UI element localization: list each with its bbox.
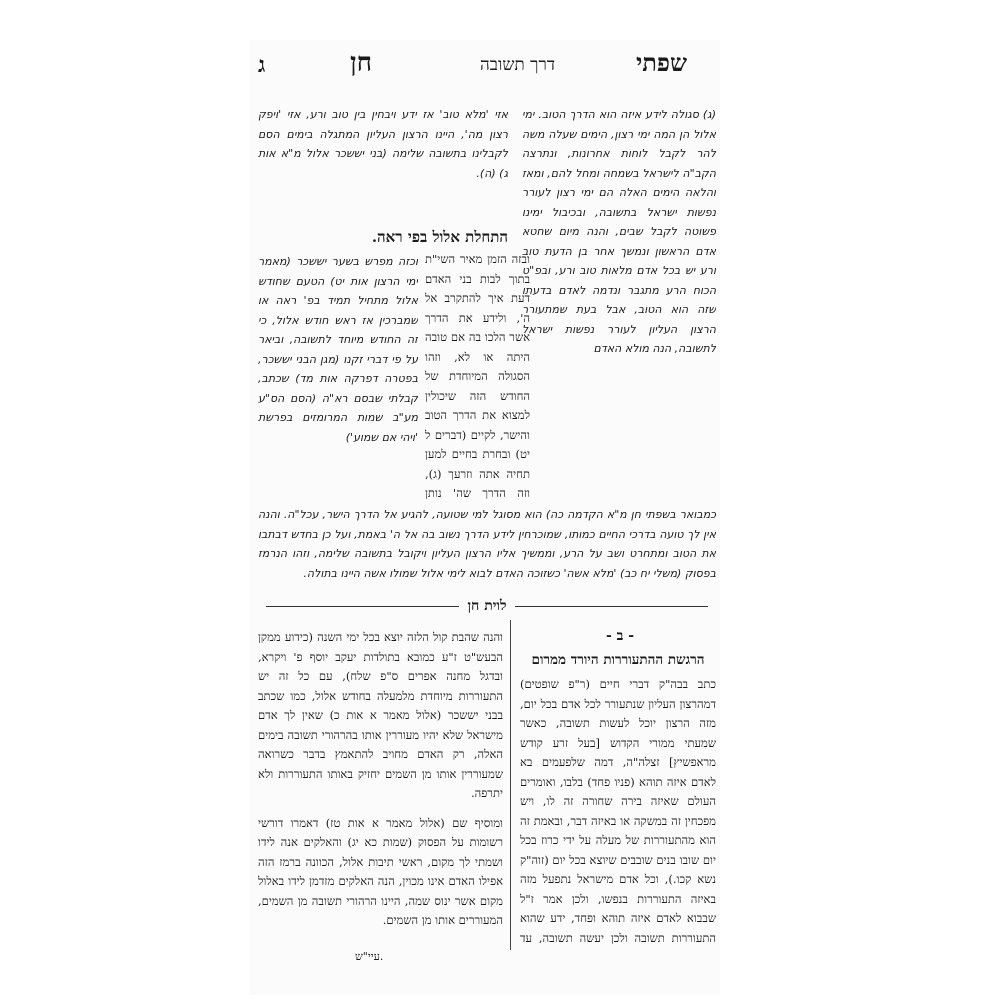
page-number: ג — [258, 52, 266, 78]
section-divider — [258, 596, 716, 616]
end-mark: עיי"ש. — [355, 950, 384, 963]
running-title: דרך תשובה — [480, 55, 556, 75]
top-left-side-text: וכזה מפרש בשער יששכר (מאמר ימי הרצון אות יט) הטעם שחודש אלול מתחיל תמיד בפ' ראה או שמברכין אז ראש חודש אלול, כי זה החודש מיוחד לתשובה, וביאר על פי דברי זקנו (מגן הבני יששכר, בפטרה דפרקה אות מד) שכתב, קבלתי שבסם רא"ה (הסם הס"ע מע"ב שמות המרומזים בפרשת 'ויהי אם שמוע') — [258, 255, 418, 444]
bottom-right-text: כתב בבה"ק דברי חיים (ר"פ שופטים) דמהרצון העליון שנתעורר לכל אדם בכל יום, מזה הרצון יוכל לעשות תשובה, כאשר שמעתי ממורי הקדוש [בעל זרע קודש מראפשיץ] זצלה"ה, דמה שלפעמים בא לאדם איזה תוהא (פניו פחד) בלבו, ואומרים העולם שאיזה בירה שחורה זה לו, ויש מפכחין זה במשקה או באיזה דבר, ובאמת זה הוא מהתעוררות של מעלה על ידי כרוז בכל יום שובו בנים שובבים שיוצא בכל יום (זוה"ק נשא קכו.), וכל אדם מישראל נתפעל מזה באיזה התעוררות בנפשו, ולכן אמר ז"ל שבבוא לאדם איזה תוהא ופחד, ידע שהוא התעוררות תשובה ולכן יעשה תשובה, עד — [520, 677, 716, 945]
top-right-text: (ג) סגולה לידע איזה הוא הדרך הטוב. ימי אלול הן המה ימי רצון, הימים שעלה משה להר לקבל לוחות אחרונות, ונתרצה הקב"ה לישראל בשמחה ומחל להם, ומאז והלאה הימים האלה הם ימי רצון לעורר נפשות ישראל בתשובה, ובכיבול ימינו פשוטה לקבל שבים, והנה מיום שחטא אדם הראשון ונמשך אחר בן הדעת טוב ורע יש בכל אדם מלאות טוב ורע, ובפ"ט הכוח הרע מתגבר ונדמה לאדם בדעתו שזה הוא הטוב, אבל בעת שמתעורר הרצון העליון לעורר נפשות ישראל לתשובה, הנה מולא האדם — [522, 108, 716, 355]
section-heading: התחלת אלול בפי ראה. — [371, 228, 508, 246]
top-middle-column — [425, 250, 530, 500]
top-left-upper-text: אזי 'מלא טוב' אז ידע ויבחין בין טוב ורע, אזי 'ויפק רצון מה', היינו הרצון העליון המתגלה בימים הסם לקבלינו בתשובה שלימה (בני יששכר אלול מ"א אות ג) (ה). — [258, 108, 508, 180]
top-right-column — [522, 105, 716, 475]
bottom-left-column — [258, 628, 503, 948]
bottom-right-column — [520, 675, 716, 945]
book-name: חן — [350, 48, 373, 78]
top-middle-text: ובזה הזמן מאיר השי"ת בתוך לבות בני האדם דעת איך להתקרב אל ה', ולידע את הדרך אשר הלכו בה אם טובה היתה או לא, וזהו הסגולה המיוחדת של החודש הזה שיכולין למצוא את הדרך הטוב והישר, לקיים (דברים ל יט) ובחרת בחיים למען תחיה אתה וזרעך (ג), וזה הדרך שה' נותן — [425, 252, 530, 500]
top-left-side-column — [258, 252, 418, 502]
bottom-left-paragraph-1: והנה שהבת קול הלזה יוצא בכל ימי השנה (כידוע ממקן הבעש"ט ז"ע כמובא בתולדות יעקב יוסף פ' ויקרא, ובדגל מחנה אפרים ס"פ שלח), עם כל זה יש התעוררות מיוחדת מלמעלה בחודש אלול, כמו שכתב בבני יששכר (אלול מאמר א אות כ) שאין לך אדם מישראל שלא יהיו מעוררין אותו בהרהורי תשובה בימים האלה, רק האדם מחויב להתאמץ בדבר כשרואה שמעוררין אותו מן השמים יחזיק באותו התעוררות ולא יתרפה. — [258, 630, 503, 800]
section-number: - ב - — [605, 628, 635, 644]
divider-left-wave — [266, 606, 459, 607]
top-bottom-span — [258, 505, 716, 595]
book-section: שפתי — [636, 48, 687, 77]
divider-right-wave — [515, 606, 708, 607]
top-left-upper-column — [258, 105, 508, 215]
section-title: הרגשת ההתעוררות היורד ממרום — [531, 652, 705, 668]
column-rule — [510, 620, 511, 950]
top-bottom-text: כמבואר בשפתי חן מ"א הקדמה כה) הוא מסוגל למי שטועה, להגיע אל הדרך הישר, עכל"ה. והנה אין לך טועה בדרכי החיים כמותו, שמוכרחין לידע הדרך נשוב בה אל ה' באמת, ועל כן בחדש דבתבו את הטוב ומתחרט ושב על הרע, וממשיך אליו הרצון העליון ויקובל בתשובה שלימה, וזהו הנרמז בפסוק (משלי יח כב) 'מלא אשה' כשזוכה האדם לבוא לימי אלול שמולו אשה היינו בתולה. — [258, 508, 716, 580]
bottom-left-paragraph-2: ומוסיף שם (אלול מאמר א אות טז) דאמרו דורשי רשומות על הפסוק (שמות כא יג) והאלקים אנה לידו ושמתי לך מקום, ראשי תיבות אלול, הכוונה ברמז הזה אפילו האדם אינו מכוין, הנה האלקים מזדמן לידו באלול מקום אשר ינוס שמה, היינו הרהורי תשובה מן השמים, המעוררים אותו מן השמים. — [258, 815, 503, 927]
divider-label: לוית חן — [467, 597, 507, 614]
